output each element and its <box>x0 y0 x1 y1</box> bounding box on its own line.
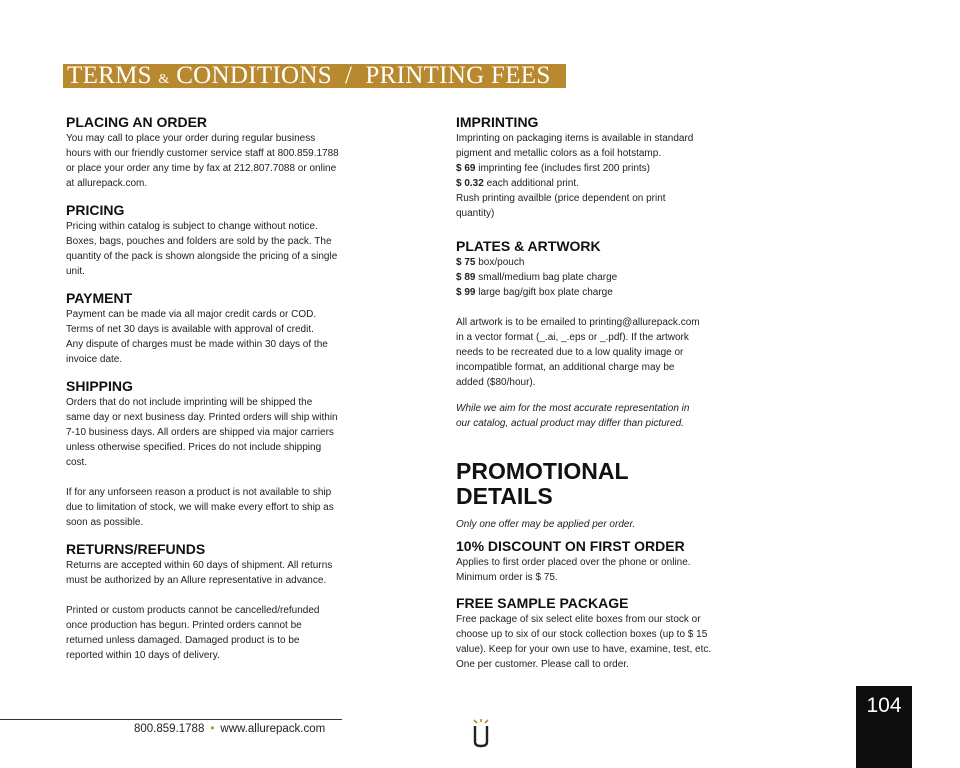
additional-print-price: $ 0.32 <box>456 178 484 189</box>
plate-price-line <box>456 270 746 285</box>
plate-price: $ 89 <box>456 272 476 283</box>
pricing-line: Pricing within catalog is subject to change without notice. <box>66 221 318 232</box>
plate-price-text: small/medium bag plate charge <box>475 272 618 283</box>
returns-heading: RETURNS/REFUNDS <box>66 541 206 557</box>
promo-title-line: DETAILS <box>456 483 553 509</box>
left-column <box>66 113 366 673</box>
promo-title-line: PROMOTIONAL <box>456 458 629 484</box>
footer-phone: 800.859.1788 <box>134 723 205 735</box>
section-returns <box>66 540 366 663</box>
imprinting-price-line <box>456 176 746 191</box>
section-promotional <box>456 459 746 672</box>
sample-line: Free package of six select elite boxes from our stock or <box>456 614 701 625</box>
footer-separator: • <box>210 723 215 735</box>
disclaimer-line: our catalog, actual product may differ than pictured. <box>456 418 684 429</box>
imprinting-price: $ 69 <box>456 163 476 174</box>
artwork-line: incompatible format, an additional charge may be <box>456 362 675 373</box>
payment-line: Terms of net 30 days is available with approval of credit. <box>66 324 314 335</box>
returns-line: must be authorized by an Allure representative in advance. <box>66 575 327 586</box>
allure-u-logo-icon <box>470 718 492 748</box>
shipping-line: soon as possible. <box>66 517 144 528</box>
imprinting-line: Rush printing availble (price dependent on print <box>456 193 666 204</box>
plate-price: $ 75 <box>456 257 476 268</box>
discount-line: Applies to first order placed over the phone or online. <box>456 557 691 568</box>
shipping-heading: SHIPPING <box>66 378 133 394</box>
promo-note: Only one offer may be applied per order. <box>456 519 636 530</box>
section-payment <box>66 289 366 367</box>
shipping-line: due to limitation of stock, we will make every effort to ship as <box>66 502 334 513</box>
footer-contact <box>134 723 325 735</box>
shipping-line: same day or next business day. Printed orders will ship within <box>66 412 338 423</box>
discount-line: Minimum order is $ 75. <box>456 572 558 583</box>
shipping-line: 7-10 business days. All orders are shipped via major carriers <box>66 427 334 438</box>
page-number-box <box>856 686 912 768</box>
shipping-line: If for any unforseen reason a product is not available to ship <box>66 487 332 498</box>
imprinting-line: quantity) <box>456 208 495 219</box>
sample-heading: FREE SAMPLE PACKAGE <box>456 595 629 611</box>
section-plates-artwork <box>456 237 746 431</box>
shipping-line: unless otherwise specified. Prices do not include shipping <box>66 442 322 453</box>
placing-order-line: at allurepack.com. <box>66 178 148 189</box>
returns-line: Printed or custom products cannot be cancelled/refunded <box>66 605 320 616</box>
pricing-line: quantity of the pack is shown alongside the pricing of a single <box>66 251 338 262</box>
artwork-line: added ($80/hour). <box>456 377 536 388</box>
imprinting-heading: IMPRINTING <box>456 114 539 130</box>
disclaimer-line: While we aim for the most accurate representation in <box>456 403 690 414</box>
discount-heading: 10% DISCOUNT ON FIRST ORDER <box>456 538 685 554</box>
payment-line: invoice date. <box>66 354 123 365</box>
page-number: 104 <box>866 694 902 717</box>
payment-line: Any dispute of charges must be made within 30 days of the <box>66 339 328 350</box>
plate-price-text: large bag/gift box plate charge <box>475 287 613 298</box>
shipping-line: cost. <box>66 457 88 468</box>
shipping-line: Orders that do not include imprinting will be shipped the <box>66 397 313 408</box>
artwork-line: All artwork is to be emailed to printing@allurepack.com <box>456 317 700 328</box>
footer-rule <box>0 719 342 720</box>
artwork-line: needs to be recreated due to a low quality image or <box>456 347 684 358</box>
sample-line: One per customer. Please call to order. <box>456 659 629 670</box>
plate-price-line <box>456 285 746 300</box>
imprinting-line: Imprinting on packaging items is available in standard <box>456 133 694 144</box>
returns-line: Returns are accepted within 60 days of shipment. All returns <box>66 560 333 571</box>
placing-order-line: hours with our friendly customer service staff at 800.859.1788 <box>66 148 339 159</box>
placing-order-line: You may call to place your order during regular business <box>66 133 316 144</box>
artwork-line: in a vector format (_.ai, _.eps or _.pdf). If the artwork <box>456 332 689 343</box>
title-part-terms: TERMS <box>67 64 152 88</box>
pricing-line: Boxes, bags, pouches and folders are sold by the pack. The <box>66 236 332 247</box>
section-shipping <box>66 377 366 530</box>
payment-line: Payment can be made via all major credit cards or COD. <box>66 309 317 320</box>
section-pricing <box>66 201 366 279</box>
plate-price-text: box/pouch <box>475 257 525 268</box>
placing-order-line: or place your order any time by fax at 212.807.7088 or online <box>66 163 337 174</box>
right-column <box>456 113 746 672</box>
pricing-line: unit. <box>66 266 85 277</box>
payment-heading: PAYMENT <box>66 290 133 306</box>
plates-heading: PLATES & ARTWORK <box>456 238 601 254</box>
sample-line: choose up to six of our stock collection boxes (up to $ 15 <box>456 629 708 640</box>
section-placing-order <box>66 113 366 191</box>
imprinting-price-text: imprinting fee (includes first 200 prints) <box>475 163 650 174</box>
returns-line: once production has begun. Printed orders cannot be <box>66 620 302 631</box>
imprinting-line: pigment and metallic colors as a foil hotstamp. <box>456 148 662 159</box>
plate-price: $ 99 <box>456 287 476 298</box>
title-part-rest: CONDITIONS / PRINTING FEES <box>176 64 551 88</box>
page-title <box>63 64 566 88</box>
sample-line: value). Keep for your own use to have, examine, test, etc. <box>456 644 712 655</box>
section-imprinting <box>456 113 746 221</box>
pricing-heading: PRICING <box>66 202 125 218</box>
returns-line: returned unless damaged. Damaged product is to be <box>66 635 300 646</box>
plate-price-line <box>456 255 746 270</box>
additional-print-text: each additional print. <box>483 178 579 189</box>
title-ampersand: & <box>158 72 170 87</box>
footer-website[interactable]: www.allurepack.com <box>220 723 326 735</box>
placing-order-heading: PLACING AN ORDER <box>66 114 208 130</box>
returns-line: reported within 10 days of delivery. <box>66 650 220 661</box>
imprinting-price-line <box>456 161 746 176</box>
